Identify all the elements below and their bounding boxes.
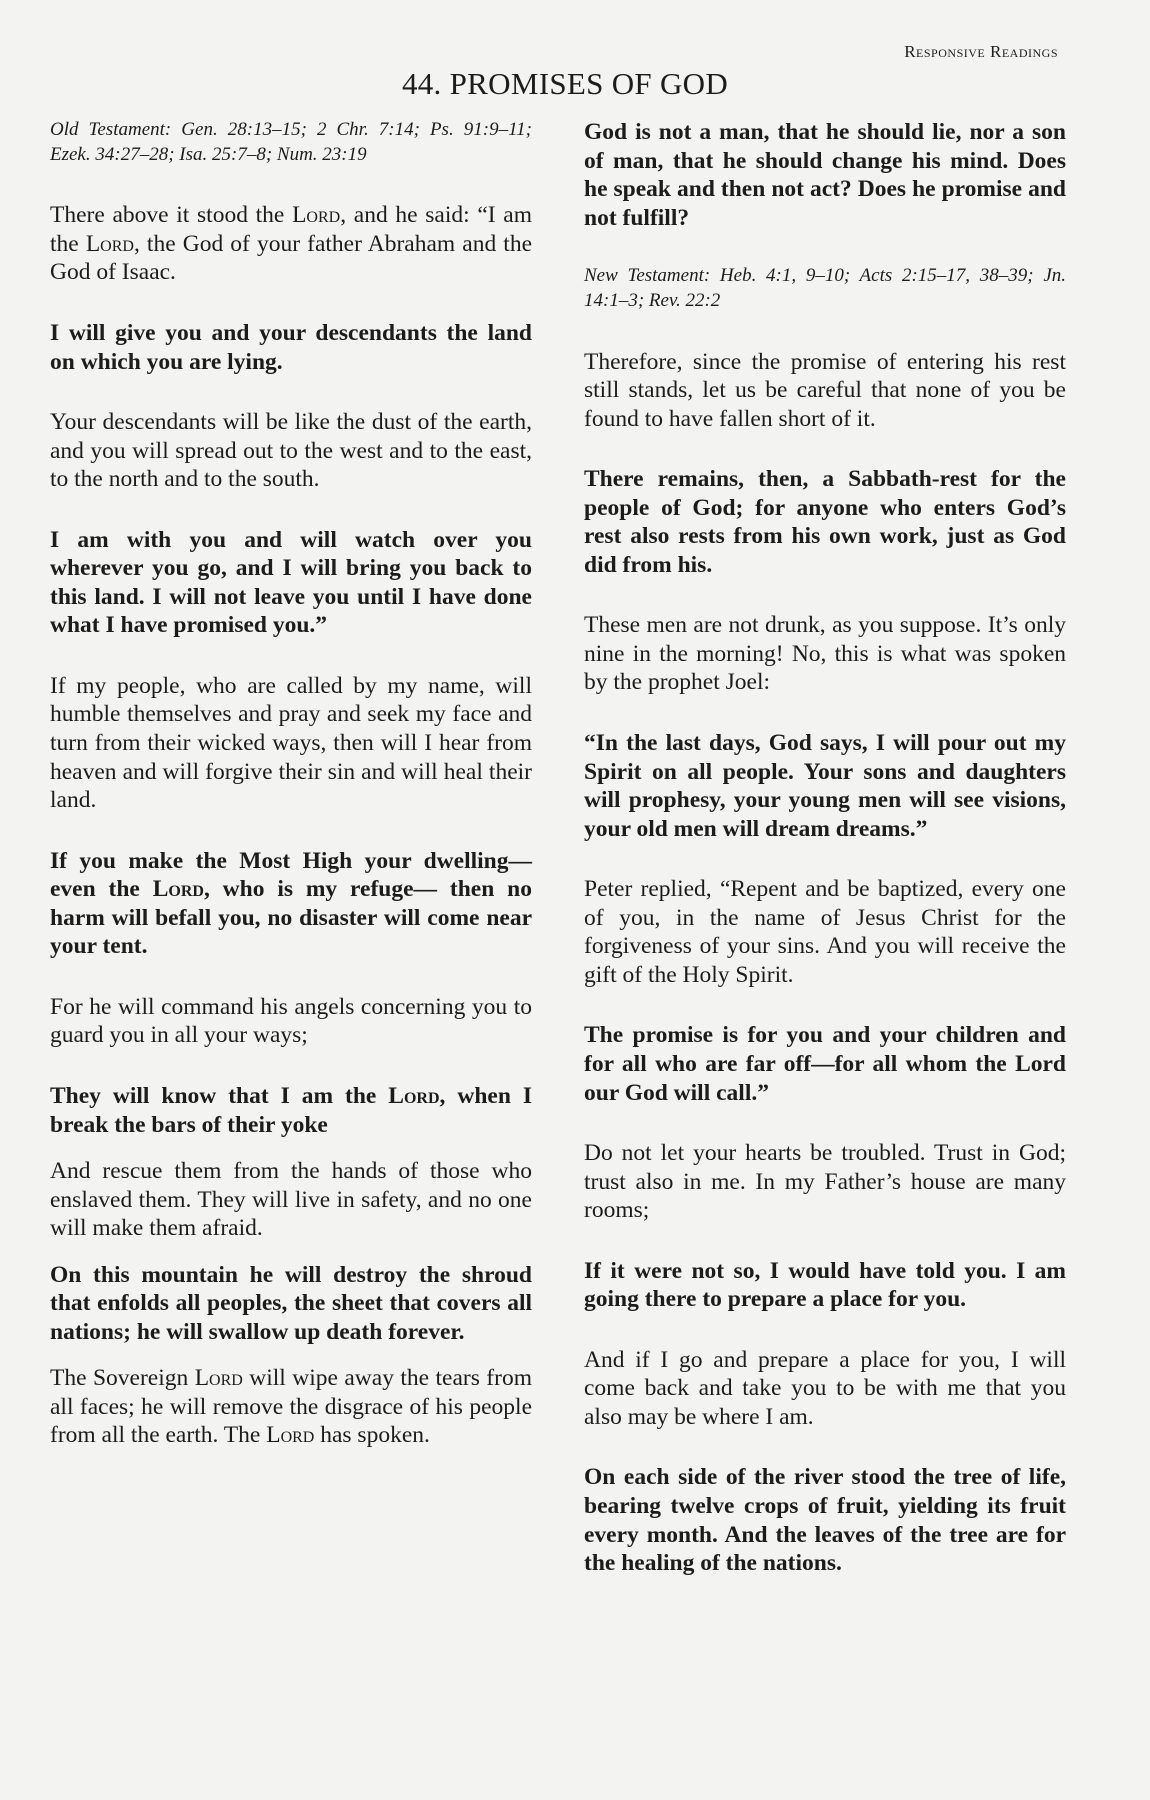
- reading-response-4: They will know that I am the Lord, when I break the bars of their yoke: [50, 1082, 532, 1138]
- reading-leader-2: Your descendants will be like the dust of the earth, and you will spread out to the west and to the east, to the north and to the south.: [50, 409, 532, 493]
- reading-response-5: On this mountain he will destroy the shroud that enfolds all peoples, the sheet that covers all nations; he will swallow up death forever.: [50, 1261, 532, 1345]
- right-column: [584, 118, 1066, 1602]
- reading-leader-8: These men are not drunk, as you suppose. It’s only nine in the morning! No, this is what was spoken by the prophet Joel:: [584, 612, 1066, 696]
- reading-response-11: On each side of the river stood the tree of life, bearing twelve crops of fruit, yielding its fruit every month. And the leaves of the tree are for the healing of the nations.: [584, 1464, 1066, 1577]
- reading-response-9: The promise is for you and your children and for all who are far off—for all whom the Lord our God will call.”: [584, 1022, 1066, 1106]
- reading-response-2: I am with you and will watch over you wherever you go, and I will bring you back to this land. I will not leave you until I have done what I have promised you.”: [50, 526, 532, 639]
- reading-leader-11: And if I go and prepare a place for you, I will come back and take you to be with me that you also may be where I am.: [584, 1346, 1066, 1430]
- page-title: 44. PROMISES OF GOD: [401, 66, 729, 101]
- reading-response-8: “In the last days, God says, I will pour out my Spirit on all people. Your sons and daughters will prophesy, your young men will see visions, your old men will dream dreams.”: [584, 730, 1066, 842]
- reading-response-3: If you make the Most High your dwelling— even the Lord, who is my refuge— then no harm will befall you, no disaster will come near your tent.: [50, 847, 532, 960]
- reading-leader-5: And rescue them from the hands of those who enslaved them. They will live in safety, and no one will make them afraid.: [50, 1158, 532, 1242]
- old-testament-reference: Old Testament: Gen. 28:13–15; 2 Chr. 7:14; Ps. 91:9–11; Ezek. 34:27–28; Isa. 25:7–8; Num. 23:19: [50, 119, 532, 165]
- reading-leader-3: If my people, who are called by my name, will humble themselves and pray and seek my face and turn from their wicked ways, then will I hear from heaven and will forgive their sin and will heal their land.: [50, 672, 532, 814]
- reading-response-6: God is not a man, that he should lie, nor a son of man, that he should change his mind. Does he speak and then not act? Does he promise and not fulfill?: [584, 119, 1066, 231]
- left-column: [50, 118, 532, 1474]
- new-testament-reference: New Testament: Heb. 4:1, 9–10; Acts 2:15–17, 38–39; Jn. 14:1–3; Rev. 22:2: [584, 265, 1066, 311]
- reading-response-1: I will give you and your descendants the land on which you are lying.: [50, 320, 532, 375]
- reading-leader-4: For he will command his angels concerning you to guard you in all your ways;: [50, 993, 532, 1049]
- reading-leader-1: There above it stood the Lord, and he said: “I am the Lord, the God of your father Abraham and the God of Isaac.: [50, 202, 532, 286]
- running-head: Responsive Readings: [904, 42, 1058, 61]
- reading-leader-6: The Sovereign Lord will wipe away the tears from all faces; he will remove the disgrace of his people from all the earth. The Lord has spoken.: [50, 1365, 532, 1449]
- reading-response-10: If it were not so, I would have told you. I am going there to prepare a place for you.: [584, 1257, 1066, 1313]
- reading-leader-10: Do not let your hearts be troubled. Trust in God; trust also in me. In my Father’s house are many rooms;: [584, 1140, 1066, 1224]
- reading-leader-9: Peter replied, “Repent and be baptized, every one of you, in the name of Jesus Christ for the forgiveness of your sins. And you will receive the gift of the Holy Spirit.: [584, 876, 1066, 988]
- reading-response-7: There remains, then, a Sabbath-rest for the people of God; for anyone who enters God’s rest also rests from his own work, just as God did from his.: [584, 466, 1066, 578]
- reading-leader-7: Therefore, since the promise of entering his rest still stands, let us be careful that none of you be found to have fallen short of it.: [584, 348, 1066, 432]
